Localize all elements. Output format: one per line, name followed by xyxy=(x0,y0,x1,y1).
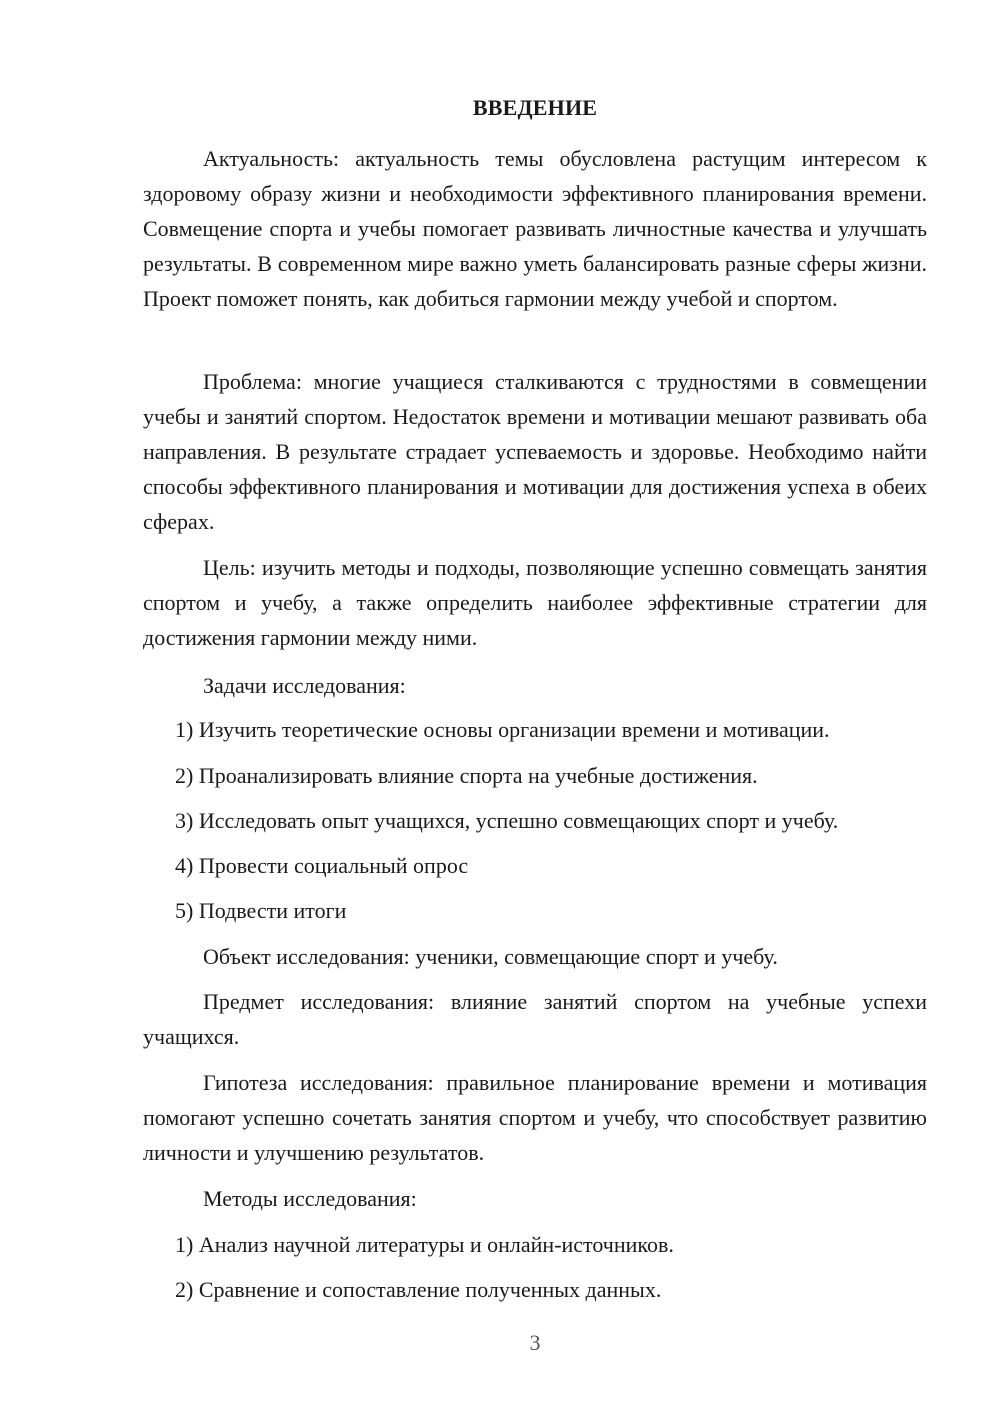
page-title: ВВЕДЕНИЕ xyxy=(472,95,598,120)
paragraph-problem: Проблема: многие учащиеся сталкиваются с трудностями в совмещении учебы и занятий спортом. Недостаток времени и мотивации мешают развивать оба направления. В результате страдает успеваемость и здоровье. Необходимо найти способы эффективного планирования и мотивации для достижения успеха в обеих сферах. xyxy=(143,369,927,534)
methods-heading: Методы исследования: xyxy=(203,1186,417,1211)
task-item-4: 4) Провести социальный опрос xyxy=(175,853,469,878)
method-item-2: 2) Сравнение и сопоставление полученных данных. xyxy=(175,1277,662,1302)
paragraph-goal: Цель: изучить методы и подходы, позволяющие успешно совмещать занятия спортом и учебу, а также определить наиболее эффективные стратегии для достижения гармонии между ними. xyxy=(143,555,927,650)
paragraph-subject: Предмет исследования: влияние занятий спортом на учебные успехи учащихся. xyxy=(143,989,927,1049)
tasks-heading: Задачи исследования: xyxy=(203,673,406,698)
page-number: 3 xyxy=(529,1330,541,1355)
method-item-1: 1) Анализ научной литературы и онлайн-источников. xyxy=(175,1232,674,1257)
task-item-2: 2) Проанализировать влияние спорта на учебные достижения. xyxy=(175,763,758,788)
paragraph-object: Объект исследования: ученики, совмещающие спорт и учебу. xyxy=(203,944,778,969)
task-item-3: 3) Исследовать опыт учащихся, успешно совмещающих спорт и учебу. xyxy=(175,808,839,833)
task-item-1: 1) Изучить теоретические основы организации времени и мотивации. xyxy=(175,717,830,742)
paragraph-hypothesis: Гипотеза исследования: правильное планирование времени и мотивация помогают успешно сочетать занятия спортом и учебу, что способствует развитию личности и улучшению результатов. xyxy=(143,1070,927,1165)
paragraph-relevance: Актуальность: актуальность темы обусловлена растущим интересом к здоровому образу жизни и необходимости эффективного планирования времени. Совмещение спорта и учебы помогает развивать личностные качества и улучшать результаты. В современном мире важно уметь балансировать разные сферы жизни. Проект поможет понять, как добиться гармонии между учебой и спортом. xyxy=(143,146,927,311)
task-item-5: 5) Подвести итоги xyxy=(175,898,347,923)
